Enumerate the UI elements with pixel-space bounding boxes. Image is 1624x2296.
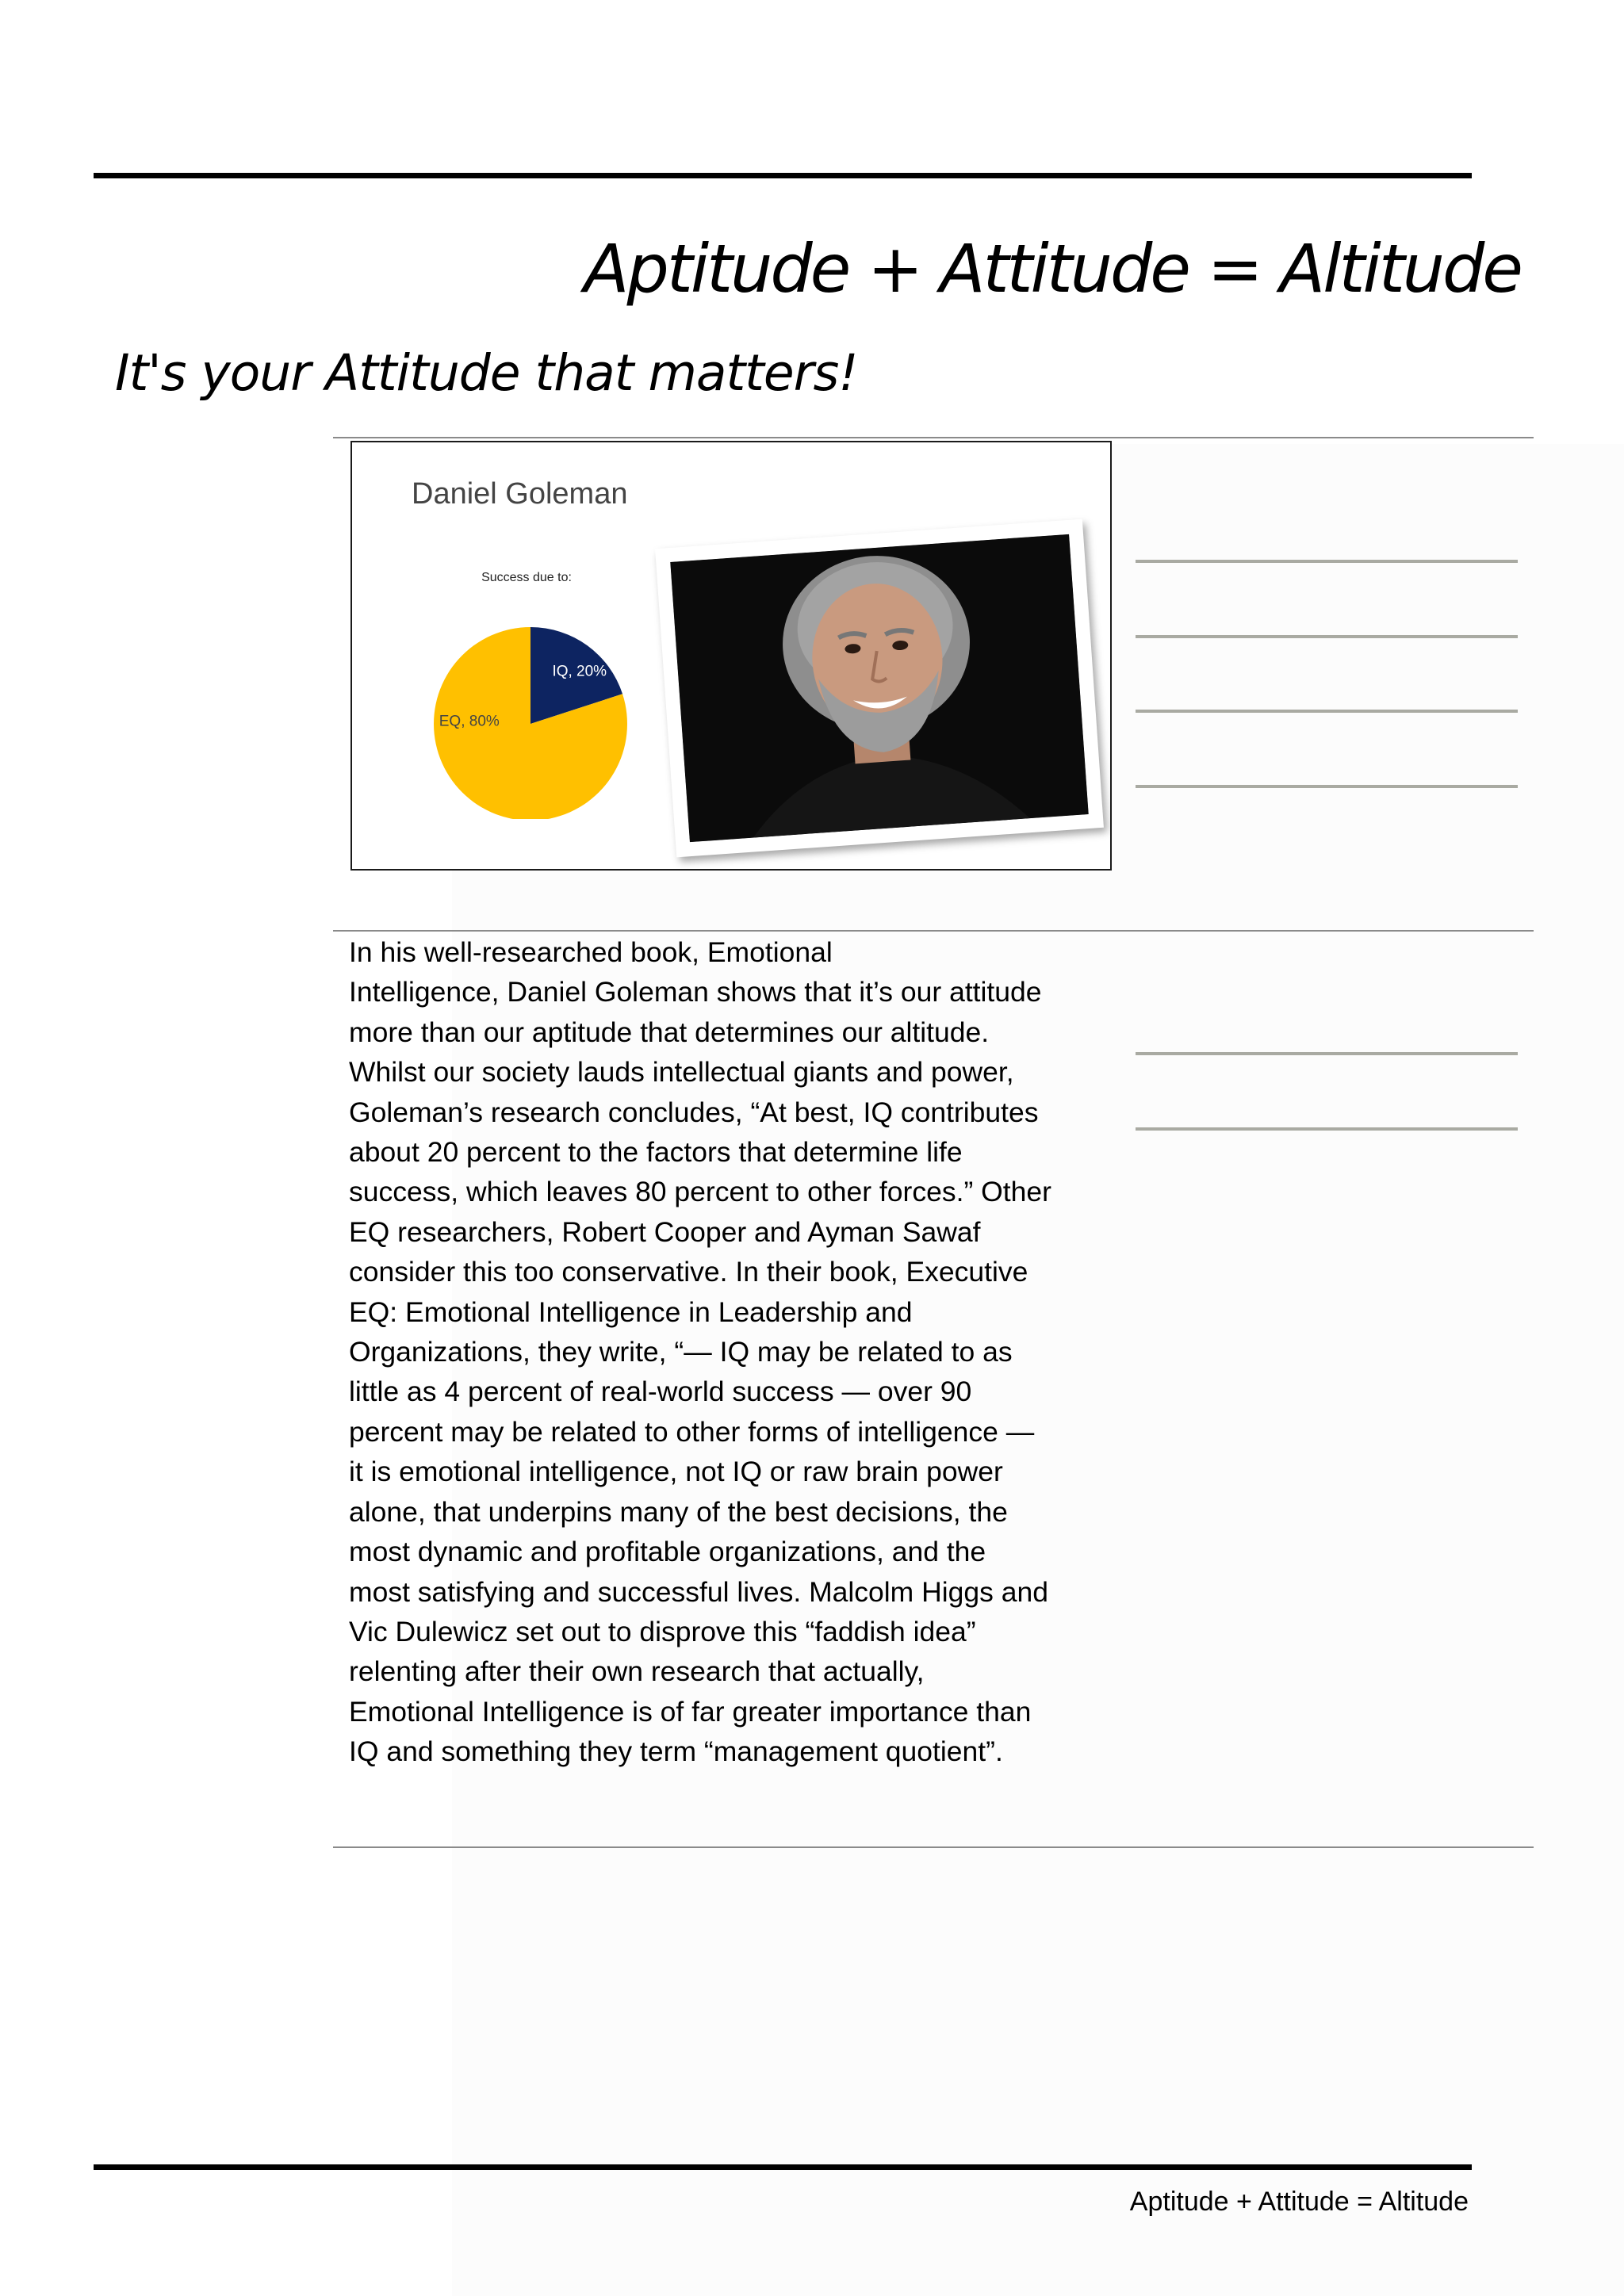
- page-title: Aptitude + Attitude = Altitude: [584, 230, 1521, 308]
- portrait-image: [670, 534, 1088, 842]
- body-line: Whilst our society lauds intellectual giants and power,: [349, 1056, 1014, 1089]
- body-line: percent may be related to other forms of intelligence —: [349, 1415, 1035, 1448]
- body-line: EQ researchers, Robert Cooper and Ayman Sawaf: [349, 1215, 981, 1248]
- body-line: EQ: Emotional Intelligence in Leadership and: [349, 1295, 913, 1328]
- body-line: most satisfying and successful lives. Malcolm Higgs and: [349, 1575, 1048, 1608]
- body-line: it is emotional intelligence, not IQ or raw brain power: [349, 1456, 1003, 1488]
- body-line: Goleman’s research concludes, “At best, IQ contributes: [349, 1096, 1039, 1128]
- body-line: Organizations, they write, “— IQ may be related to as: [349, 1336, 1013, 1368]
- body-line: about 20 percent to the factors that determine life: [349, 1136, 963, 1169]
- body-line: consider this too conservative. In their book, Executive: [349, 1256, 1028, 1288]
- body-line: success, which leaves 80 percent to other forces.” Other: [349, 1176, 1051, 1208]
- body-line: Emotional Intelligence is of far greater importance than: [349, 1695, 1032, 1728]
- slice-label-eq: EQ, 80%: [439, 713, 500, 730]
- slice-label-iq: IQ, 20%: [552, 663, 607, 680]
- footer-rule: [94, 2164, 1472, 2170]
- body-line: Vic Dulewicz set out to disprove this “faddish idea”: [349, 1615, 976, 1647]
- note-line: [1136, 1127, 1518, 1131]
- section-divider-middle: [333, 930, 1534, 932]
- pie-chart-svg: [431, 557, 693, 819]
- body-line: Intelligence, Daniel Goleman shows that it’s our attitude: [349, 976, 1042, 1008]
- success-pie-chart: [431, 557, 693, 819]
- chart-title: Success due to:: [481, 571, 572, 584]
- section-divider-bottom: [333, 1846, 1534, 1848]
- section-divider-top: [333, 437, 1534, 438]
- goleman-photo: [670, 534, 1088, 842]
- note-line: [1136, 560, 1518, 563]
- footer-text: Aptitude + Attitude = Altitude: [1129, 2187, 1469, 2217]
- goleman-slide-figure: [350, 441, 1112, 871]
- note-line: [1136, 635, 1518, 638]
- note-line: [1136, 710, 1518, 713]
- body-line: most dynamic and profitable organizations, and the: [349, 1536, 986, 1568]
- body-line: more than our aptitude that determines our altitude.: [349, 1016, 990, 1048]
- body-line: little as 4 percent of real-world success — over 90: [349, 1376, 972, 1408]
- note-line: [1136, 785, 1518, 788]
- photo-frame: [655, 519, 1104, 858]
- body-line: IQ and something they term “management quotient”.: [349, 1735, 1003, 1768]
- slide-title: Daniel Goleman: [412, 477, 628, 511]
- body-paragraph: [349, 932, 1110, 1772]
- note-line: [1136, 1052, 1518, 1055]
- page-subtitle: It's your Attitude that matters!: [115, 344, 858, 402]
- header-rule: [94, 173, 1472, 178]
- body-line: In his well-researched book, Emotional: [349, 936, 833, 968]
- body-line: relenting after their own research that actually,: [349, 1655, 925, 1688]
- body-line: alone, that underpins many of the best decisions, the: [349, 1495, 1008, 1528]
